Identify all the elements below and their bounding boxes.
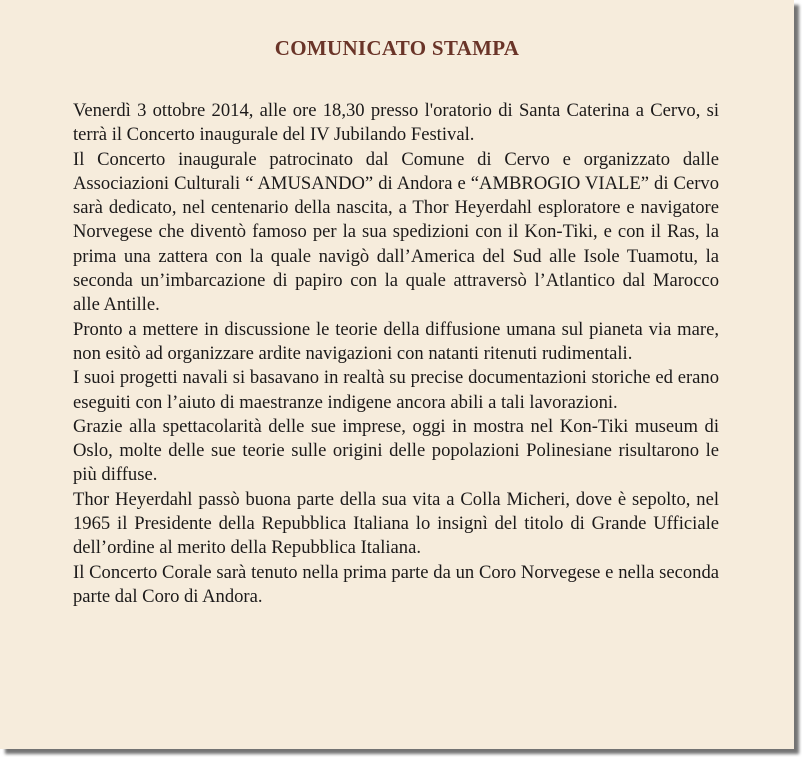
document-body	[73, 99, 719, 609]
paragraph-concert-dedication: Il Concerto inaugurale patrocinato dal Comune di Cervo e organizzato dalle Associazioni Culturali “ AMUSANDO” di Andora e “AMBROGIO VIALE” di Cervo sarà dedicato, nel centenario della nascita, a Thor Heyerdahl esploratore e navigatore Norvegese che diventò famoso per la sua spedizioni con il Kon-Tiki, e con il Ras, la prima una zattera con la quale navigò dall’America del Sud alle Isole Tuamotu, la seconda un’imbarcazione di papiro con la quale attraversò l’Atlantico dal Marocco alle Antille.	[73, 148, 719, 316]
paragraph-colla-micheri: Thor Heyerdahl passò buona parte della sua vita a Colla Micheri, dove è sepolto, nel 1965 il Presidente della Repubblica Italiana lo insignì del titolo di Grande Ufficiale dell’ordine al merito della Repubblica Italiana.	[73, 488, 719, 559]
paragraph-event-announcement: Venerdì 3 ottobre 2014, alle ore 18,30 presso l'oratorio di Santa Caterina a Cervo, si terrà il Concerto inaugurale del IV Jubilando Festival.	[73, 100, 719, 146]
paragraph-naval-projects: I suoi progetti navali si basavano in realtà su precise documentazioni storiche ed erano eseguiti con l’aiuto di maestranze indigene ancora abili a tali lavorazioni.	[73, 367, 719, 413]
paragraph-choirs: Il Concerto Corale sarà tenuto nella prima parte da un Coro Norvegese e nella seconda parte dal Coro di Andora.	[73, 561, 719, 607]
paragraph-migration-theories: Pronto a mettere in discussione le teorie della diffusione umana sul pianeta via mare, non esitò ad organizzare ardite navigazioni con natanti ritenuti rudimentali.	[73, 318, 719, 364]
document-title: COMUNICATO STAMPA	[274, 36, 520, 60]
paragraph-kon-tiki-museum: Grazie alla spettacolarità delle sue imprese, oggi in mostra nel Kon-Tiki museum di Oslo, molte delle sue teorie sulle origini delle popolazioni Polinesiane risultarono le più diffuse.	[73, 415, 719, 486]
